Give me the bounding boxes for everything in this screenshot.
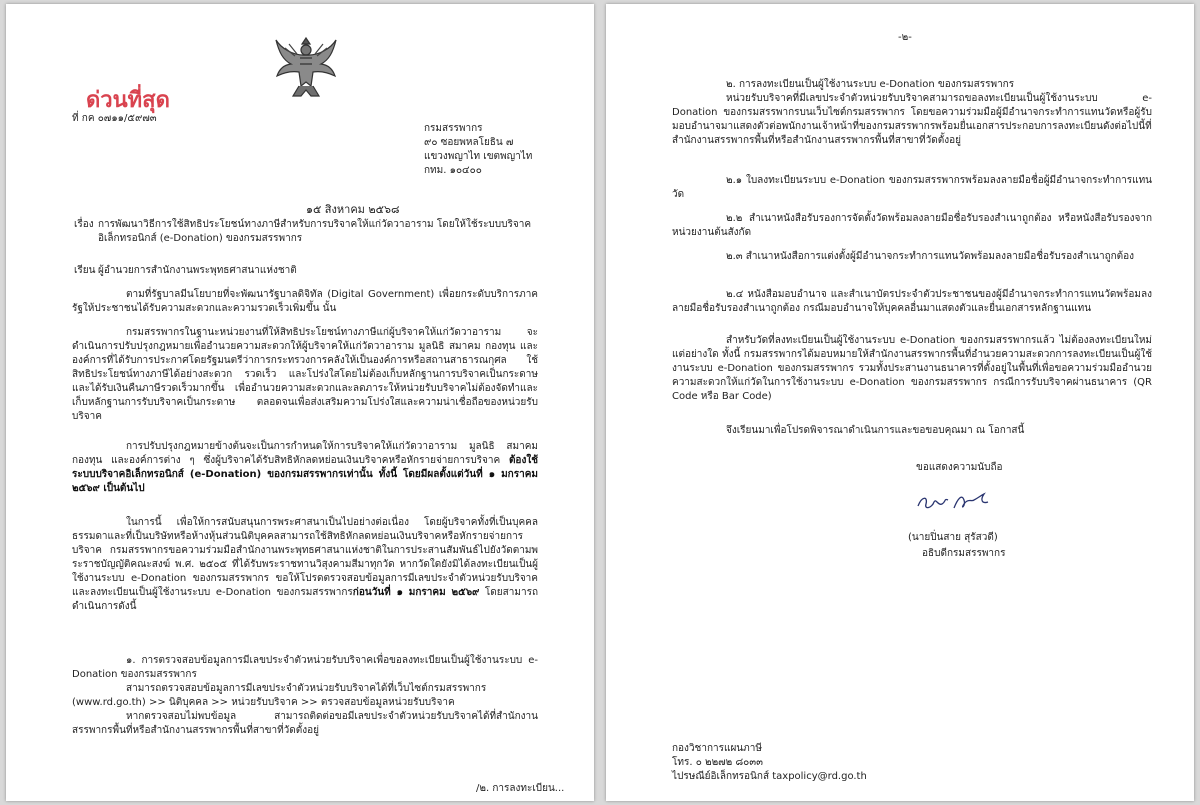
letter-date: ๑๕ สิงหาคม ๒๕๖๘ xyxy=(306,203,400,216)
address-line: กรมสรรพากร xyxy=(424,123,483,134)
address-line: แขวงพญาไท เขตพญาไท xyxy=(424,151,533,162)
item-text: หน่วยรับบริจาคที่มีเลขประจำตัวหน่วยรับบริจาคสามารถขอลงทะเบียนเป็นผู้ใช้งานระบบ e-Donation ของกรมสรรพากรบนเว็บไซต์กรมสรรพากร โดยขอความร่วมมือผู้มีอำนาจกระทำการแทนวัดหรือผู้รับมอบอำนาจมาแสดงตัวต่อพนักงานเจ้าหน้าที่ของกรมสรรพากรพร้อมยื่นเอกสารประกอบการลงทะเบียนดังต่อไปนี้ที่สำนักงานสรรพากรพื้นที่หรือสำนักงานสรรพากรพื้นที่สาขาที่วัดตั้งอยู่ xyxy=(672,93,1152,146)
sender-address xyxy=(424,122,584,178)
footer-department: กองวิชาการแผนภาษี xyxy=(672,743,762,754)
item-title: ๒. การลงทะเบียนเป็นผู้ใช้งานระบบ e-Donation ของกรมสรรพากร xyxy=(726,79,1015,90)
address-line: ๙๐ ซอยพหลโยธิน ๗ xyxy=(424,137,514,148)
subject-text: การพัฒนาวิธีการใช้สิทธิประโยชน์ทางภาษีสำหรับการบริจาคให้แก่วัดวาอาราม โดยให้ใช้ระบบบริจาค อิเล็กทรอนิกส์ (e-Donation) ของกรมสรรพากร xyxy=(98,219,532,244)
paragraph-text: ตามที่รัฐบาลมีนโยบายที่จะพัฒนารัฐบาลดิจิทัล (Digital Government) เพื่อยกระดับบริการภาครัฐให้ประชาชนได้รับความสะดวกและความรวดเร็วเพิ่มขึ้น นั้น xyxy=(72,289,538,314)
paragraph-text: กรมสรรพากรในฐานะหน่วยงานที่ให้สิทธิประโยชน์ทางภาษีแก่ผู้บริจาคให้แก่วัดวาอาราม จะดำเนินการปรับปรุงกฎหมายเพื่ออำนวยความสะดวกให้ผู้บริจาคให้แก่วัดวาอาราม มูลนิธิ สมาคม กองทุน และองค์การที่ได้รับการประกาศโดยรัฐมนตรีว่าการกระทรวงการคลังให้เป็นองค์การหรือสถานสาธารณกุศล ใช้สิทธิประโยชน์ทางภาษีได้อย่างสะดวก รวดเร็ว และโปร่งใสโดยไม่ต้องเก็บหลักฐานการบริจาคเป็นกระดาษ และได้รับเงินคืนภาษีรวดเร็วมากขึ้น เพื่ออำนวยความสะดวกและลดภาระให้หน่วยรับบริจาคไม่ต้องจัดทำและเก็บหลักฐานการรับบริจาคเป็นกระดาษ ตลอดจนเพื่อส่งเสริมความโปร่งใสและความน่าเชื่อถือของหน่วยรับบริจาค xyxy=(72,327,538,422)
paragraph-intro xyxy=(72,288,538,316)
urgency-heading: ด่วนที่สุด xyxy=(86,88,170,113)
regards-text: ขอแสดงความนับถือ xyxy=(916,462,1003,473)
signer-title: อธิบดีกรมสรรพากร xyxy=(922,548,1006,559)
subject-label: เรื่อง xyxy=(74,219,94,230)
footer-phone: โทร. ๐ ๒๒๗๒ ๘๐๓๓ xyxy=(672,757,763,768)
paragraph-law-change xyxy=(72,440,538,496)
address-line: กทม. ๑๐๔๐๐ xyxy=(424,165,482,176)
paragraph-text: สำหรับวัดที่ลงทะเบียนเป็นผู้ใช้งานระบบ e-Donation ของกรมสรรพากรแล้ว ไม่ต้องลงทะเบียนใหม่แต่อย่างใด ทั้งนี้ กรมสรรพากรได้มอบหมายให้สำนักงานสรรพากรพื้นที่อำนวยความสะดวกการลงทะเบียนเป็นผู้ใช้งานระบบ e-Donation ของกรมสรรพากร รวมทั้งประสานงานธนาคารที่ตั้งอยู่ในพื้นที่เพื่อขอความร่วมมืออำนวยความสะดวกให้แก่วัดในการใช้งานระบบ e-Donation ของกรมสรรพากร กรณีการรับบริจาคผ่านธนาคาร (QR Code หรือ Bar Code) xyxy=(672,335,1152,402)
paragraph-text: ในการนี้ เพื่อให้การสนับสนุนการพระศาสนาเป็นไปอย่างต่อเนื่อง โดยผู้บริจาคทั้งที่เป็นบุคคลธรรมดาและที่เป็นบริษัทหรือห้างหุ้นส่วนนิติบุคคลสามารถใช้สิทธิหักลดหย่อนเงินบริจาคหรือหักรายจ่ายการบริจาค กรมสรรพากรขอความร่วมมือสำนักงานพระพุทธศาสนาแห่งชาติในการประสานสัมพันธ์ไปยังวัดตามพระราชบัญญัติคณะสงฆ์ พ.ศ. ๒๕๐๕ ที่ได้รับพระราชทานวิสุงคามสีมาทุกวัด หากวัดใดยังมิได้ลงทะเบียนเป็นผู้ใช้งานระบบ e-Donation ของกรมสรรพากร ขอให้โปรดตรวจสอบข้อมูลการมีเลขประจำตัวหน่วยรับบริจาคและลงทะเบียนเป็นผู้ใช้งานระบบ e-Donation ของกรมสรรพากร xyxy=(72,517,538,598)
sub-item-text: ๒.๑ ใบลงทะเบียนระบบ e-Donation ของกรมสรรพากรพร้อมลงลายมือชื่อผู้มีอำนาจกระทำการแทนวัด xyxy=(672,175,1152,200)
sub-item-text: ๒.๓ สำเนาหนังสือการแต่งตั้งผู้มีอำนาจกระทำการแทนวัดพร้อมลงลายมือชื่อรับรองสำเนาถูกต้อง xyxy=(726,251,1135,262)
closing-paragraph xyxy=(672,424,1152,438)
paragraph-text: โดยสามารถดำเนินการดังนี้ xyxy=(72,587,538,612)
bold-emphasis: ต้องใช้ระบบบริจาคอิเล็กทรอนิกส์ (e-Donation) ของกรมสรรพากรเท่านั้น ทั้งนี้ โดยมีผลตั้งแต่วันที่ ๑ มกราคม ๒๕๖๙ เป็นต้นไป xyxy=(72,455,538,494)
reference-number: ที่ กค ๐๗๑๑/๕๙๗๓ xyxy=(72,113,157,124)
sub-item-2-2 xyxy=(672,212,1152,240)
recipient-text: ผู้อำนวยการสำนักงานพระพุทธศาสนาแห่งชาติ xyxy=(98,265,297,276)
paragraph-text: จึงเรียนมาเพื่อโปรดพิจารณาดำเนินการและขอขอบคุณมา ณ โอกาสนี้ xyxy=(726,425,1025,436)
paragraph-text: การปรับปรุงกฎหมายข้างต้นจะเป็นการกำหนดให้การบริจาคให้แก่วัดวาอาราม มูลนิธิ สมาคม กองทุน และองค์การต่าง ๆ ซึ่งผู้บริจาคได้รับสิทธิหักลดหย่อนเงินบริจาคหรือหักรายจ่ายการบริจาค xyxy=(72,441,538,466)
paragraph-request xyxy=(72,516,538,614)
footer-contact xyxy=(672,742,867,784)
garuda-emblem-icon xyxy=(273,34,339,104)
paragraph-purpose xyxy=(72,326,538,424)
item-title: ๑. การตรวจสอบข้อมูลการมีเลขประจำตัวหน่วยรับบริจาคเพื่อขอลงทะเบียนเป็นผู้ใช้งานระบบ e-Donation ของกรมสรรพากร xyxy=(72,655,538,680)
continuation-note: /๒. การลงทะเบียน... xyxy=(476,783,565,794)
item-text: หากตรวจสอบไม่พบข้อมูล สามารถติดต่อขอมีเลขประจำตัวหน่วยรับบริจาคได้ที่สำนักงานสรรพากรพื้นที่หรือสำนักงานสรรพากรพื้นที่สาขาที่วัดตั้งอยู่ xyxy=(72,711,538,736)
document-page-2 xyxy=(606,4,1194,801)
footer-email: ไปรษณีย์อิเล็กทรอนิกส์ taxpolicy@rd.go.th xyxy=(672,771,867,782)
paragraph-registration xyxy=(672,334,1152,404)
item-2 xyxy=(672,78,1152,148)
sub-item-2-4 xyxy=(672,288,1152,316)
signature-icon xyxy=(914,488,994,516)
signer-name: (นายปิ่นสาย สุรัสวดี) xyxy=(908,532,998,543)
sub-item-text: ๒.๔ หนังสือมอบอำนาจ และสำเนาบัตรประจำตัวประชาชนของผู้มีอำนาจกระทำการแทนวัดพร้อมลงลายมือชื่อรับรองสำเนาถูกต้อง กรณีมอบอำนาจให้บุคคลอื่นมาแสดงตัวและยื่นเอกสารหลักฐานแทน xyxy=(672,289,1152,314)
recipient-label: เรียน xyxy=(74,265,96,276)
item-text: สามารถตรวจสอบข้อมูลการมีเลขประจำตัวหน่วยรับบริจาคได้ที่เว็บไซต์กรมสรรพากร (www.rd.go.th) >> นิติบุคคล >> หน่วยรับบริจาค >> ตรวจสอบข้อมูลหน่วยรับบริจาค xyxy=(72,683,487,708)
item-1 xyxy=(72,654,538,738)
document-page-1 xyxy=(6,4,594,801)
sub-item-2-1 xyxy=(672,174,1152,202)
sub-item-text: ๒.๒ สำเนาหนังสือรับรองการจัดตั้งวัดพร้อมลงลายมือชื่อรับรองสำเนาถูกต้อง หรือหนังสือรับรองจากหน่วยงานต้นสังกัด xyxy=(672,213,1152,238)
bold-emphasis: ก่อนวันที่ ๑ มกราคม ๒๕๖๙ xyxy=(352,587,480,598)
sub-item-2-3 xyxy=(672,250,1152,264)
page-number: -๒- xyxy=(898,32,912,43)
